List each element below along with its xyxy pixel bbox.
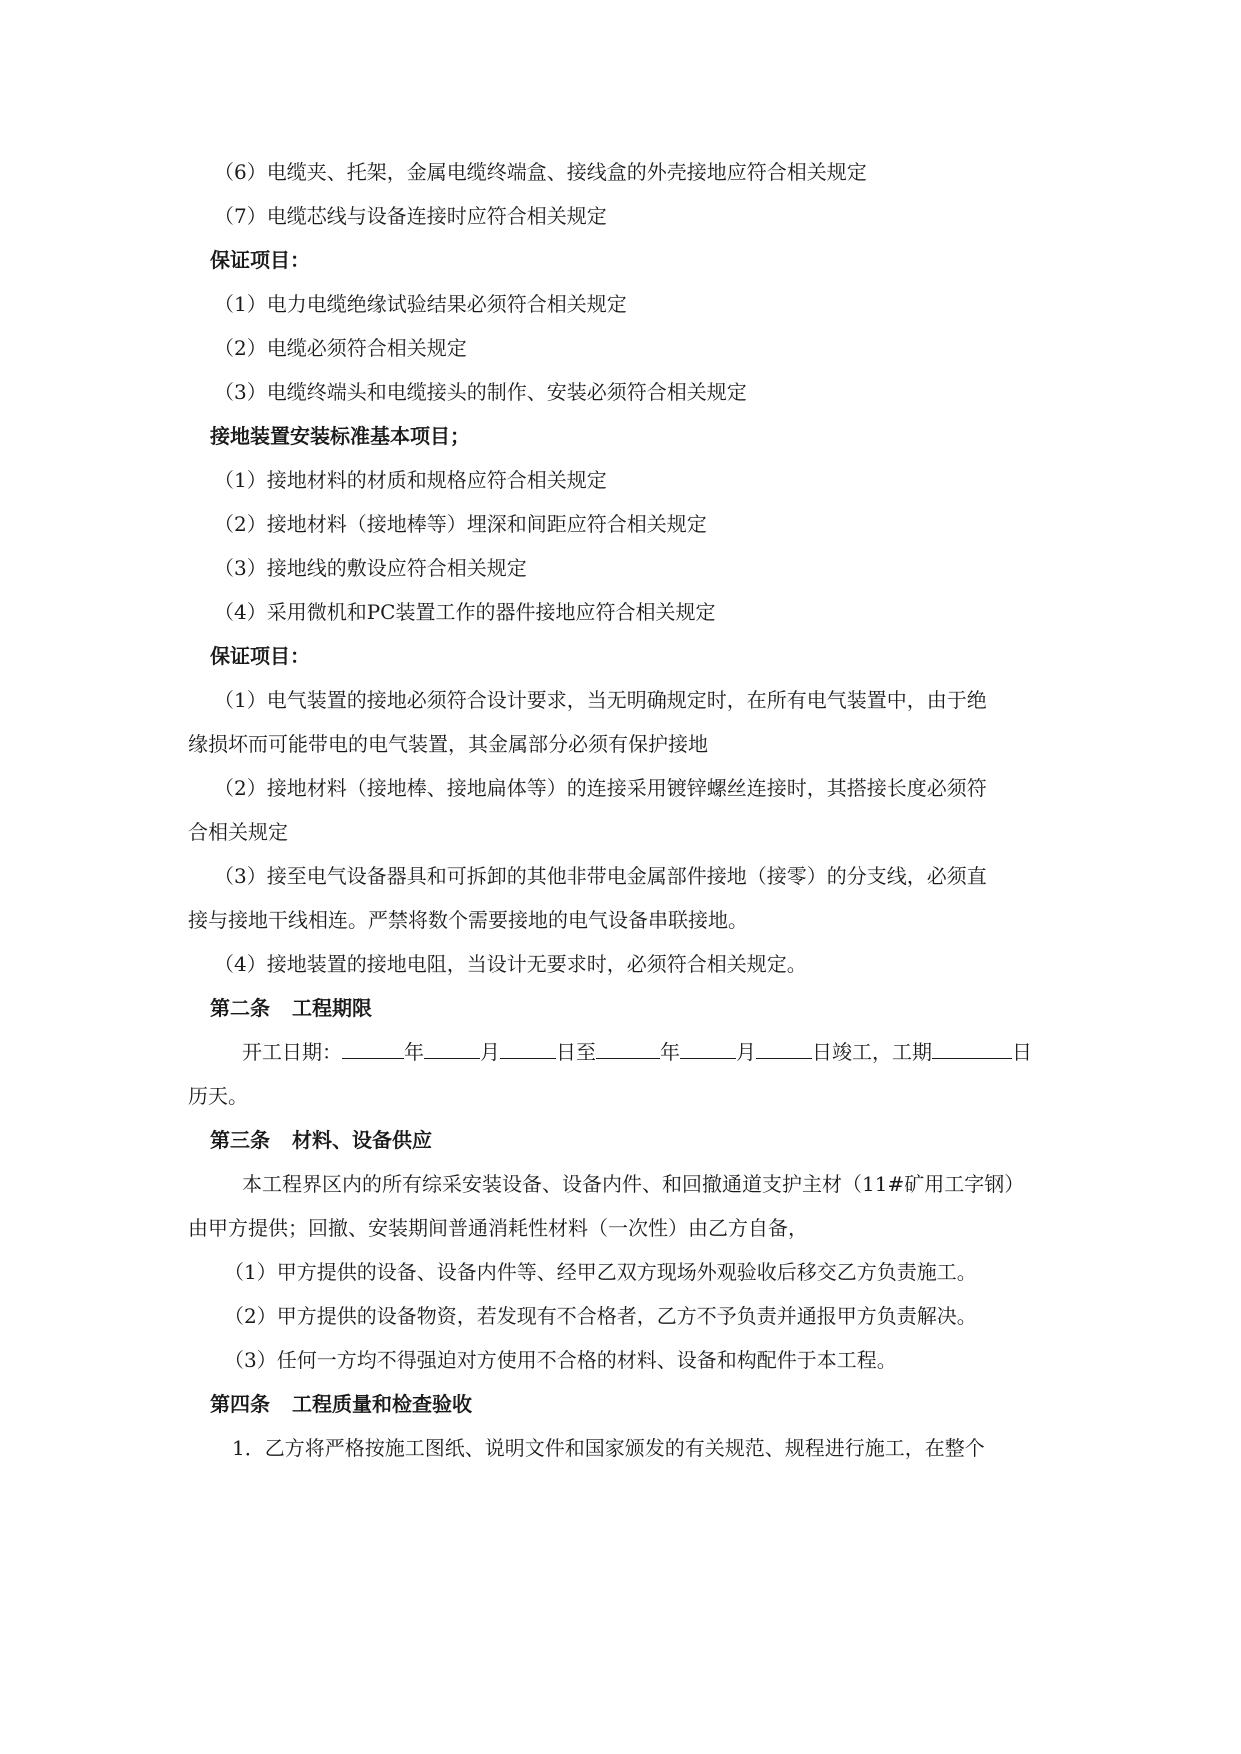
end-month-blank [680, 1038, 736, 1059]
list-item: （3）任何一方均不得强迫对方使用不合格的材料、设备和构配件于本工程。 [224, 1348, 897, 1372]
month-label: 月 [736, 1040, 756, 1064]
list-item: （2）电缆必须符合相关规定 [214, 336, 467, 360]
article-number: 第三条 [210, 1128, 270, 1152]
article-heading [210, 994, 1241, 1022]
end-year-blank [596, 1038, 660, 1059]
list-item-continuation: 缘损坏而可能带电的电气装置，其金属部分必须有保护接地 [188, 732, 708, 756]
list-item: （2）接地材料（接地棒、接地扁体等）的连接采用镀锌螺丝连接时，其搭接长度必须符 [214, 776, 987, 800]
list-item: （2）甲方提供的设备物资，若发现有不合格者，乙方不予负责并通报甲方负责解决。 [224, 1304, 977, 1328]
article-number: 第二条 [210, 996, 270, 1020]
article-number: 第四条 [210, 1392, 270, 1416]
list-item: （4）采用微机和PC装置工作的器件接地应符合相关规定 [214, 600, 716, 624]
year-label: 年 [404, 1040, 424, 1064]
article-title: 工程期限 [292, 996, 372, 1020]
list-item: （3）接地线的敷设应符合相关规定 [214, 556, 527, 580]
section-heading: 保证项目： [210, 248, 310, 272]
list-item: （4）接地装置的接地电阻，当设计无要求时，必须符合相关规定。 [214, 952, 807, 976]
list-item: （1）电力电缆绝缘试验结果必须符合相关规定 [214, 292, 627, 316]
section-heading: 保证项目： [210, 644, 310, 668]
date-line-continuation: 历天。 [188, 1084, 248, 1108]
completion-label: 日竣工，工期 [812, 1040, 932, 1064]
start-year-blank [342, 1038, 404, 1059]
article-title: 工程质量和检查验收 [292, 1392, 472, 1416]
list-item: （7）电缆芯线与设备连接时应符合相关规定 [214, 204, 607, 228]
start-date-label: 开工日期： [242, 1040, 342, 1064]
article-heading [210, 1390, 1241, 1418]
section-heading: 接地装置安装标准基本项目； [210, 424, 470, 448]
list-item: （1）接地材料的材质和规格应符合相关规定 [214, 468, 607, 492]
article-heading [210, 1126, 1241, 1154]
month-label: 月 [480, 1040, 500, 1064]
paragraph-continuation: 由甲方提供；回撤、安装期间普通消耗性材料（一次性）由乙方自备， [188, 1216, 808, 1240]
article-title: 材料、设备供应 [292, 1128, 432, 1152]
start-day-blank [500, 1038, 556, 1059]
start-month-blank [424, 1038, 480, 1059]
duration-blank [932, 1038, 1012, 1059]
end-day-blank [756, 1038, 812, 1059]
list-item: （1）电气装置的接地必须符合设计要求，当无明确规定时，在所有电气装置中，由于绝 [214, 688, 987, 712]
paragraph: 本工程界区内的所有综采安装设备、设备内件、和回撤通道支护主材（11#矿用工字钢） [242, 1172, 1025, 1196]
day-label: 日 [1012, 1040, 1032, 1064]
list-item: （2）接地材料（接地棒等）埋深和间距应符合相关规定 [214, 512, 707, 536]
list-item: （6）电缆夹、托架，金属电缆终端盒、接线盒的外壳接地应符合相关规定 [214, 160, 867, 184]
day-to-label: 日至 [556, 1040, 596, 1064]
list-item-continuation: 合相关规定 [188, 820, 288, 844]
list-item-continuation: 接与接地干线相连。严禁将数个需要接地的电气设备串联接地。 [188, 908, 748, 932]
year-label: 年 [660, 1040, 680, 1064]
list-item: 1．乙方将严格按施工图纸、说明文件和国家颁发的有关规范、规程进行施工，在整个 [232, 1436, 985, 1460]
list-item: （3）电缆终端头和电缆接头的制作、安装必须符合相关规定 [214, 380, 747, 404]
list-item: （3）接至电气设备器具和可拆卸的其他非带电金属部件接地（接零）的分支线，必须直 [214, 864, 987, 888]
list-item: （1）甲方提供的设备、设备内件等、经甲乙双方现场外观验收后移交乙方负责施工。 [224, 1260, 977, 1284]
date-line [242, 1038, 1241, 1066]
